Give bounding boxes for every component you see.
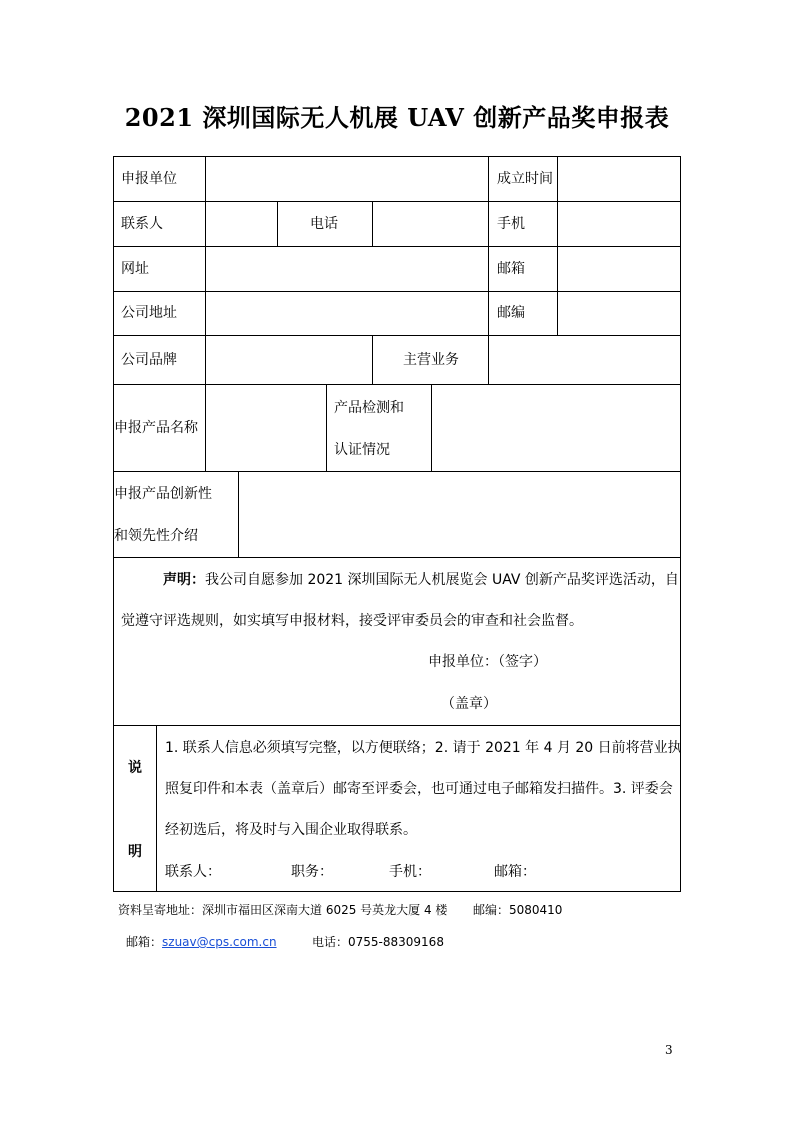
established-time-field[interactable] xyxy=(558,157,680,201)
notes-line1: 1. 联系人信息必须填写完整，以方便联络；2. 请于 2021 年 4 月 20 日前将营业执 xyxy=(165,740,682,756)
contact-person-label: 联系人 xyxy=(121,216,163,232)
innovation-label-line2: 和领先性介绍 xyxy=(114,528,198,544)
form-title: 2021 深圳国际无人机展 UAV 创新产品奖申报表 xyxy=(124,103,670,132)
notes-label-ming: 明 xyxy=(128,844,142,860)
footer-email-row xyxy=(126,933,277,950)
notes-label-shuo: 说 xyxy=(128,760,142,776)
declaration-line1 xyxy=(163,570,679,590)
notes-position-label: 职务： xyxy=(291,864,333,880)
company-brand-field[interactable] xyxy=(206,336,372,384)
company-brand-label: 公司品牌 xyxy=(121,352,177,368)
company-address-field[interactable] xyxy=(206,292,488,335)
footer-postcode: 邮编：5080410 xyxy=(473,903,563,917)
innovation-label-line1: 申报产品创新性 xyxy=(114,486,212,502)
website-field[interactable] xyxy=(206,247,488,291)
table-row-line xyxy=(113,557,681,558)
phone-field[interactable] xyxy=(373,202,488,246)
declaration-seal: （盖章） xyxy=(441,696,497,712)
mobile-field[interactable] xyxy=(558,202,680,246)
footer-phone: 电话：0755-88309168 xyxy=(312,935,444,949)
email-label: 邮箱 xyxy=(497,261,525,277)
notes-contact-label: 联系人： xyxy=(165,864,221,880)
established-time-label: 成立时间 xyxy=(497,171,553,187)
table-border-right xyxy=(680,156,681,892)
declaration-sign: 申报单位：（签字） xyxy=(428,654,547,670)
declaration-label: 声明： xyxy=(163,572,205,588)
footer-email-link[interactable]: szuav@cps.com.cn xyxy=(162,935,277,949)
footer-email-label: 邮箱： xyxy=(126,935,163,949)
contact-person-field[interactable] xyxy=(206,202,277,246)
notes-email-label: 邮箱： xyxy=(494,864,536,880)
phone-label: 电话 xyxy=(310,216,338,232)
email-field[interactable] xyxy=(558,247,680,291)
mobile-label: 手机 xyxy=(497,216,525,232)
main-business-label: 主营业务 xyxy=(403,352,459,368)
product-name-field[interactable] xyxy=(206,385,326,471)
table-border-left xyxy=(113,156,114,892)
table-border-bottom xyxy=(113,891,681,892)
testing-label-line2: 认证情况 xyxy=(334,442,390,458)
applicant-unit-label: 申报单位 xyxy=(121,171,177,187)
table-col-line xyxy=(488,156,489,335)
main-business-field[interactable] xyxy=(489,336,680,384)
notes-line2: 照复印件和本表（盖章后）邮寄至评委会，也可通过电子邮箱发扫描件。3. 评委会 xyxy=(165,781,673,797)
notes-mobile-label: 手机： xyxy=(389,864,431,880)
testing-field[interactable] xyxy=(432,385,680,471)
declaration-text-1: 我公司自愿参加 2021 深圳国际无人机展览会 UAV 创新产品奖评选活动，自 xyxy=(205,572,679,588)
declaration-line2: 觉遵守评选规则，如实填写申报材料，接受评审委员会的审查和社会监督。 xyxy=(121,613,583,629)
table-col-line xyxy=(156,725,157,891)
postcode-label: 邮编 xyxy=(497,305,525,321)
product-name-label: 申报产品名称 xyxy=(114,420,198,436)
notes-line3: 经初选后，将及时与入围企业取得联系。 xyxy=(165,822,417,838)
company-address-label: 公司地址 xyxy=(121,305,177,321)
innovation-field[interactable] xyxy=(239,472,680,557)
applicant-unit-field[interactable] xyxy=(206,157,488,201)
postcode-field[interactable] xyxy=(558,292,680,335)
footer-address: 资料呈寄地址：深圳市福田区深南大道 6025 号英龙大厦 4 楼 xyxy=(118,903,448,917)
table-col-line xyxy=(326,384,327,471)
table-row-line xyxy=(113,725,681,726)
website-label: 网址 xyxy=(121,261,149,277)
page-number: 3 xyxy=(665,1043,673,1057)
table-col-line xyxy=(372,335,373,384)
testing-label-line1: 产品检测和 xyxy=(334,400,404,416)
table-col-line xyxy=(277,201,278,246)
